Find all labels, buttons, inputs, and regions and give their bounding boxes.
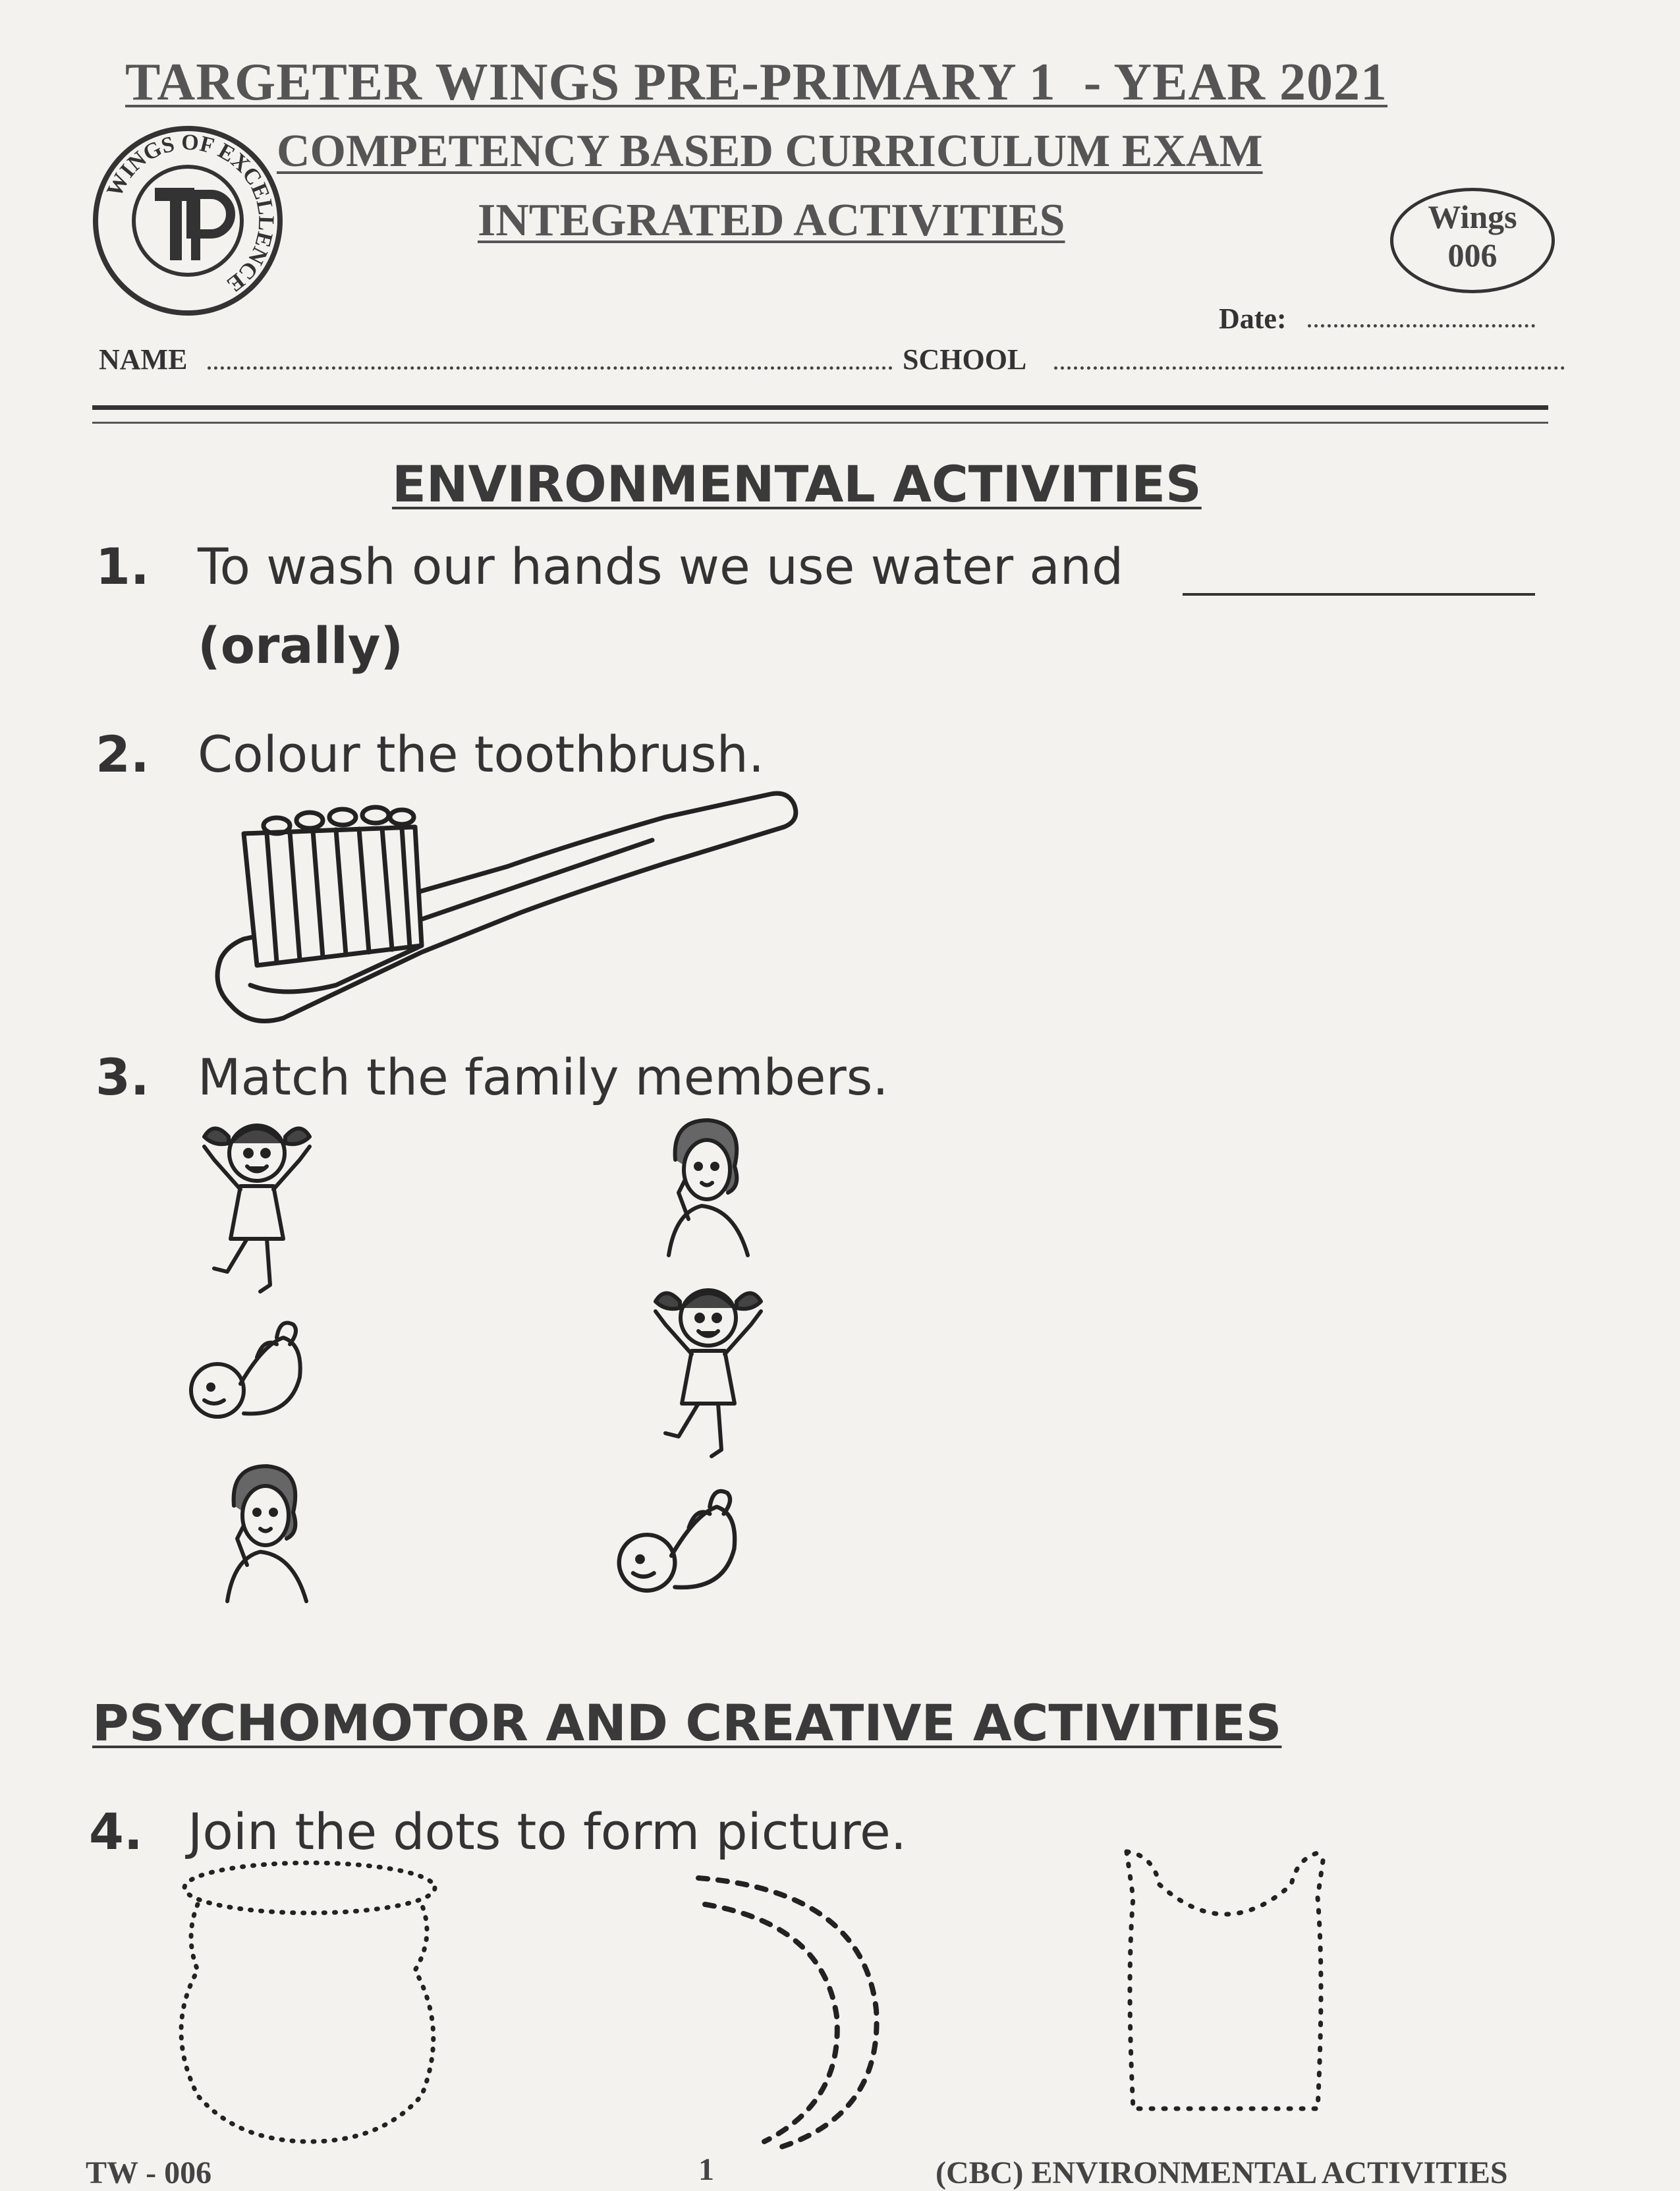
footer-code: TW - 006 [86,2155,212,2190]
name-label: NAME [99,343,188,376]
footer-subject: (CBC) ENVIRONMENTAL ACTIVITIES [936,2155,1508,2190]
question-text-3: Match the family members. [198,1048,889,1106]
question-text-2: Colour the toothbrush. [198,725,764,783]
school-field[interactable] [1054,366,1565,370]
section-title-psychomotor: PSYCHOMOTOR AND CREATIVE ACTIVITIES [92,1693,1282,1752]
question-number-2: 2. [96,725,150,783]
question-number-1: 1. [96,537,150,596]
header-divider [92,405,1548,410]
toothbrush-icon[interactable] [204,787,810,1038]
badge-line-1: Wings [1428,198,1517,235]
header-divider-thin [92,422,1548,424]
dotted-pot-icon[interactable] [158,1858,461,2148]
question-number-3: 3. [96,1048,150,1106]
section-title-environmental: ENVIRONMENTAL ACTIVITIES [392,455,1202,513]
date-label: Date: [1219,302,1287,335]
question-text-4: Join the dots to form picture. [188,1802,907,1861]
exam-title: TARGETER WINGS PRE-PRIMARY 1 - YEAR 2021 [125,53,1388,111]
question-note-orally: (orally) [198,616,404,675]
baby-icon[interactable] [184,1318,316,1430]
girl-icon[interactable] [188,1107,326,1305]
date-field[interactable] [1308,324,1535,327]
name-field[interactable] [208,366,893,370]
answer-line-1[interactable] [1183,593,1535,596]
mother-icon-right[interactable] [649,1114,761,1259]
question-text-1: To wash our hands we use water and [198,537,1124,596]
logo-ring-text: WINGS OF EXCELLENCE [102,130,279,297]
footer-page-number: 1 [698,2152,714,2187]
school-label: SCHOOL [903,343,1027,376]
question-number-4: 4. [89,1802,143,1861]
school-logo-icon [92,125,283,316]
dotted-moon-icon[interactable] [692,1865,903,2155]
badge-line-2: 006 [1447,237,1498,273]
dotted-vest-icon[interactable] [1113,1845,1337,2122]
girl-icon-right[interactable] [639,1272,777,1469]
baby-icon-right[interactable] [609,1486,754,1605]
mother-icon[interactable] [208,1460,320,1605]
exam-subtitle: COMPETENCY BASED CURRICULUM EXAM [277,126,1263,177]
paper-title: INTEGRATED ACTIVITIES [478,195,1065,246]
paper-code-badge [1390,188,1555,293]
